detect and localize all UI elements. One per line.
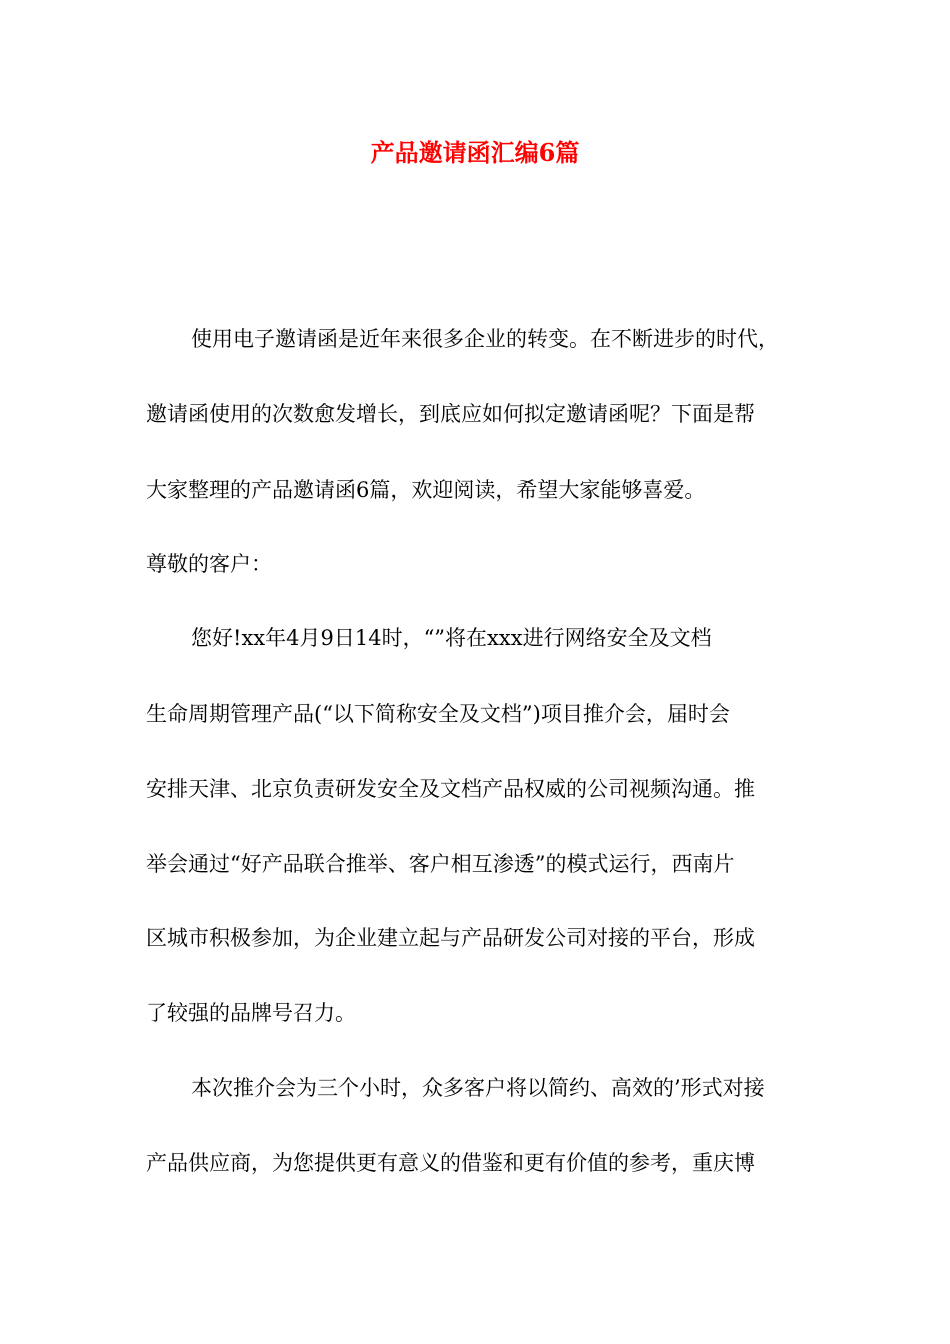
paragraph-line: 本次推介会为三个小时，众多客户将以简约、高效的’形式对接 [191, 1076, 765, 1100]
paragraph-line: 安排天津、北京负责研发安全及文档产品权威的公司视频沟通。推 [146, 777, 755, 801]
salutation: 尊敬的客户： [146, 552, 272, 576]
paragraph-line: 产品供应商，为您提供更有意义的借鉴和更有价值的参考，重庆博 [146, 1151, 755, 1175]
paragraph-line: 生命周期管理产品(“以下简称安全及文档”)项目推介会，届时会 [146, 702, 730, 726]
paragraph-line: 大家整理的产品邀请函6篇，欢迎阅读，希望大家能够喜爱。 [146, 478, 706, 502]
paragraph-line: 举会通过“好产品联合推举、客户相互渗透”的模式运行，西南片 [146, 852, 735, 876]
paragraph-line: 邀请函使用的次数愈发增长，到底应如何拟定邀请函呢？下面是帮 [146, 402, 755, 426]
paragraph-line: 了较强的品牌号召力。 [146, 1001, 356, 1025]
paragraph-line: 区城市积极参加，为企业建立起与产品研发公司对接的平台，形成 [146, 926, 755, 950]
document-title: 产品邀请函汇编6篇 [370, 138, 580, 167]
paragraph-line: 使用电子邀请函是近年来很多企业的转变。在不断进步的时代， [191, 327, 779, 351]
paragraph-line: 您好!xx年4月9日14时，“”将在xxx进行网络安全及文档 [191, 626, 712, 650]
